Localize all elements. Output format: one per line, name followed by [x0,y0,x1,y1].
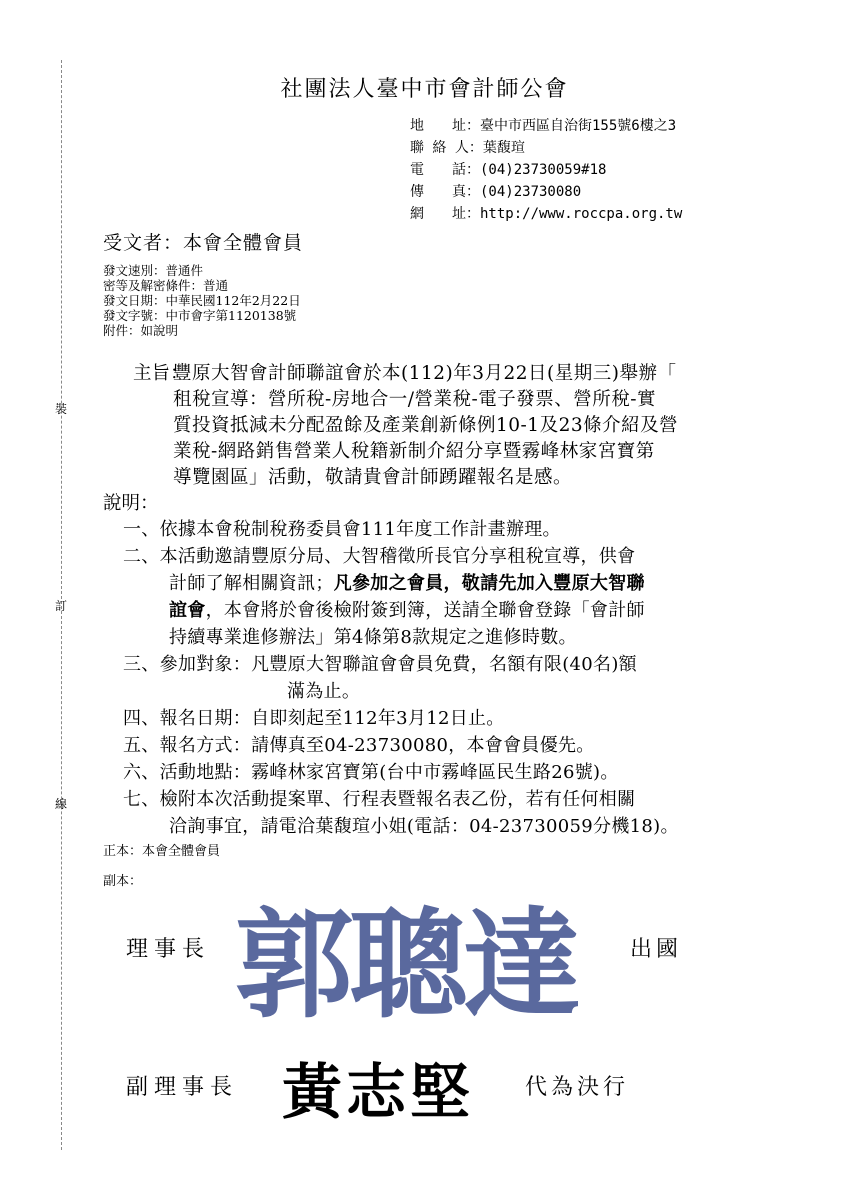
item-1: 一、依據本會稅制稅務委員會111年度工作計畫辦理。 [123,519,561,540]
binding-mark-3: 線 [55,797,68,811]
vice-president-note: 代為決行 [525,1075,630,1100]
item-6: 六、活動地點：霧峰林家宮寶第(台中市霧峰區民生路26號)。 [123,762,619,783]
explanation-label: 說明： [103,493,159,514]
vice-president-title: 副理事長 [126,1075,239,1100]
president-seal: 郭聰達 [235,895,578,1034]
item-7-line-2: 洽詢事宜，請電洽葉馥瑄小姐(電話：04-23730059分機18)。 [169,816,679,837]
binding-mark-1: 裝 [55,402,68,416]
subject-line-4: 業稅-網路銷售營業人稅籍新制介紹分享暨霧峰林家宮寶第 [173,441,655,462]
cc-copy: 副本： [103,874,143,889]
item-3-line-1: 三、參加對象：凡豐原大智聯誼會會員免費，名額有限(40名)額 [123,654,637,675]
president-title: 理事長 [126,937,211,962]
contact-website: 網 址：http://www.roccpa.org.tw [410,206,683,222]
vice-president-seal: 黃志堅 [282,1058,474,1128]
contact-phone: 電 話：(04)23730059#18 [410,162,607,178]
item-5: 五、報名方式：請傳真至04-23730080，本會會員優先。 [123,735,595,756]
item-2-line-3: 誼會，本會將於會後檢附簽到簿，送請全聯會登錄「會計師 [169,600,645,621]
item-3-line-2: 滿為止。 [287,681,361,702]
meta-doc-number: 發文字號：中市會字第1120138號 [103,308,297,323]
contact-fax: 傳 真：(04)23730080 [410,184,582,200]
item-2-line-2: 計師了解相關資訊；凡參加之會員，敬請先加入豐原大智聯 [169,573,645,594]
item-2-line-4: 持續專業進修辦法」第4條第8款規定之進修時數。 [169,627,577,648]
meta-speed: 發文速別：普通件 [103,263,204,278]
item-7-line-1: 七、檢附本次活動提案單、行程表暨報名表乙份，若有任何相關 [123,789,636,810]
president-note: 出國 [630,937,683,962]
meta-date: 發文日期：中華民國112年2月22日 [103,293,301,308]
item-2-bold-1: 凡參加之會員，敬請先加入豐原大智聯 [333,573,645,594]
cc-main: 正本：本會全體會員 [103,844,221,859]
binding-mark-2: 訂 [55,599,68,613]
item-2-bold-2: 誼會 [169,600,206,621]
subject-line-2: 租稅宣導：營所稅-房地合一/營業稅-電子發票、營所稅-實 [173,389,656,410]
subject-line-1: 豐原大智會計師聯誼會於本(112)年3月22日(星期三)舉辦「 [173,363,677,384]
organization-title: 社團法人臺中市會計師公會 [280,77,569,102]
recipient: 受文者：本會全體會員 [103,232,304,254]
meta-secrecy: 密等及解密條件：普通 [103,278,229,293]
subject-line-3: 質投資抵減未分配盈餘及產業創新條例10-1及23條介紹及營 [173,415,679,436]
meta-attachment: 附件：如說明 [103,323,179,338]
subject-label: 主旨： [133,363,189,384]
item-2-line-1: 二、本活動邀請豐原分局、大智稽徵所長官分享租稅宣導，供會 [123,546,636,567]
subject-line-5: 導覽園區」活動，敬請貴會計師踴躍報名是感。 [173,467,573,488]
contact-address: 地 址：臺中市西區自治街155號6樓之3 [410,118,677,134]
item-4: 四、報名日期：自即刻起至112年3月12日止。 [123,708,505,729]
contact-person: 聯 絡 人：葉馥瑄 [410,140,525,156]
